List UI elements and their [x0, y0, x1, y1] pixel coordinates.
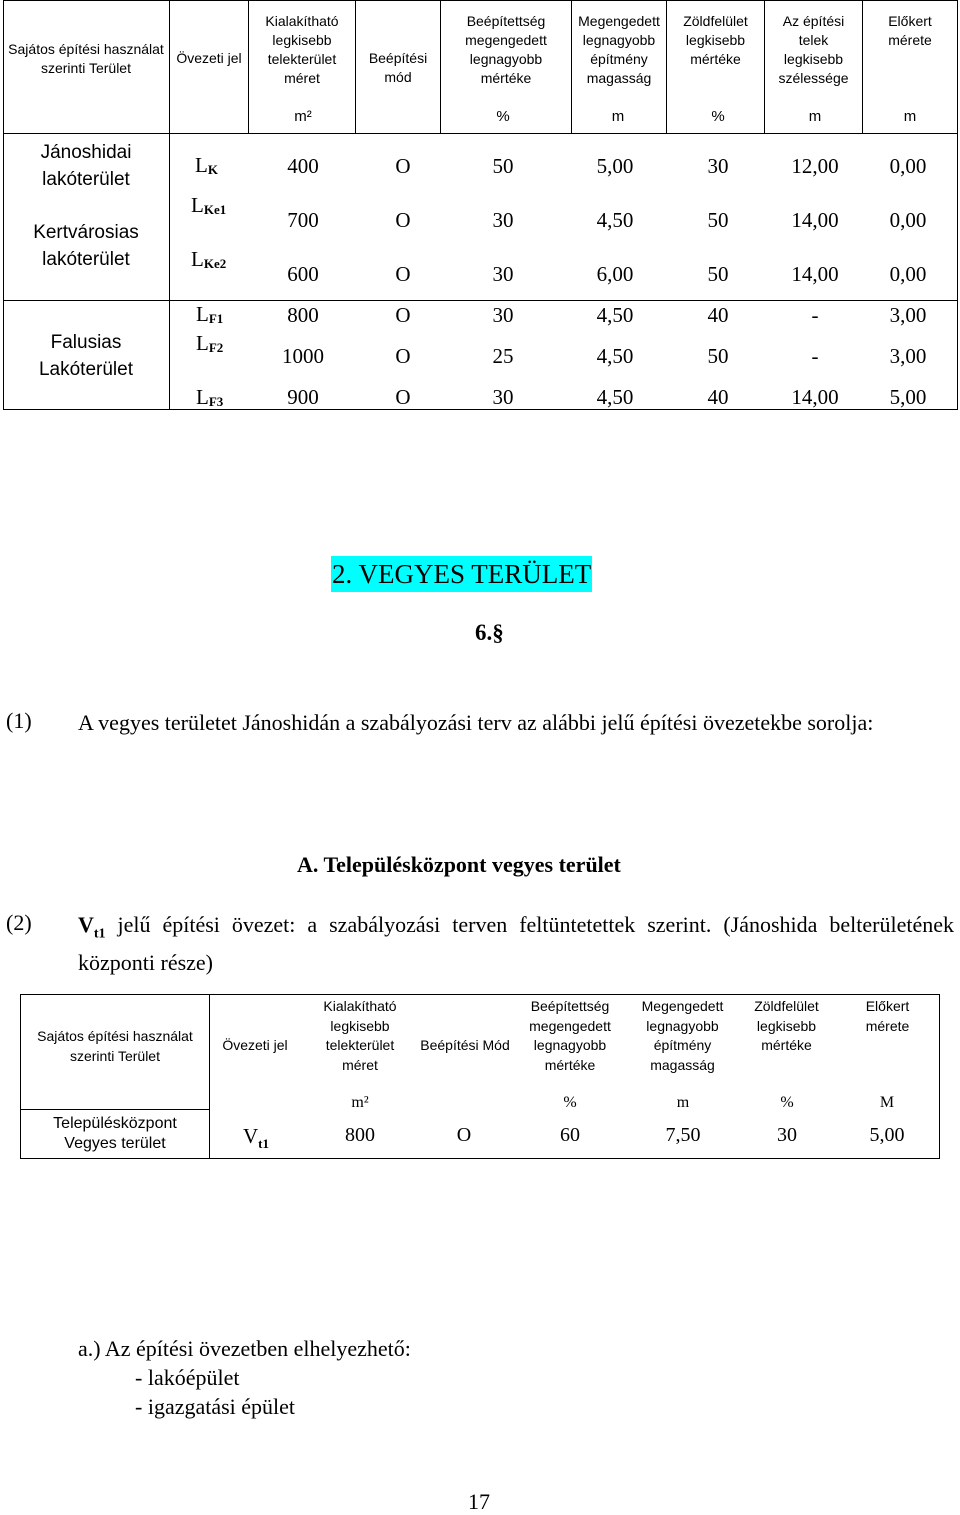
header-building-mode: Beépítési Mód: [420, 1037, 510, 1053]
unit: m: [611, 108, 625, 125]
header-max-coverage: Beépítettség megengedett legnagyobb mértéke: [529, 998, 611, 1073]
zone-code: $V_{t1}$: [243, 1124, 270, 1152]
unit: M: [879, 1094, 895, 1111]
cell: 14,00: [791, 262, 839, 286]
cell: 40: [707, 385, 729, 409]
cell: 30: [707, 154, 729, 178]
list-intro: a.) Az építési övezetben elhelyezhető:: [78, 1336, 411, 1361]
header-zone-code: Övezeti jel: [222, 1037, 288, 1053]
header-land-use: Sajátos építési használat szerinti Terület: [8, 41, 164, 76]
cell: 7,50: [665, 1124, 701, 1146]
zoning-table-mixed: [20, 994, 940, 1159]
unit: m²: [294, 108, 312, 125]
cell: 0,00: [889, 262, 927, 286]
zone-janoshida: Jánoshidai lakóterület: [40, 142, 132, 190]
cell: O: [395, 262, 411, 286]
zone-code: $L_{F2}$: [196, 331, 224, 355]
cell: 6,00: [596, 262, 634, 286]
header-min-plot-area: Kialakítható legkisebb telekterület méret: [265, 13, 339, 86]
cell: 50: [492, 154, 514, 178]
header-zone-code: Övezeti jel: [176, 50, 242, 66]
header-min-plot-width: Az építési telek legkisebb szélessége: [778, 13, 849, 86]
cell: 4,50: [596, 344, 634, 368]
subsection-heading: A. Településközpont vegyes terület: [297, 852, 621, 877]
cell: O: [395, 154, 411, 178]
paragraph-number: 6.§: [475, 620, 504, 645]
zone-code: $L_{Ke1}$: [191, 193, 227, 217]
page-number: 17: [468, 1489, 490, 1514]
cell: 400: [287, 154, 319, 178]
cell: O: [456, 1124, 472, 1146]
header-building-mode: Beépítési mód: [368, 50, 428, 85]
unit: %: [563, 1094, 577, 1111]
cell: 5,00: [869, 1124, 905, 1146]
header-max-height: Megengedett legnagyobb építmény magasság: [641, 998, 724, 1073]
cell: -: [811, 344, 819, 368]
zoning-table-residential: [3, 0, 958, 410]
header-front-garden: Előkert mérete: [865, 998, 910, 1034]
cell: 50: [707, 344, 729, 368]
header-max-coverage: Beépítettség megengedett legnagyobb mértéke: [465, 13, 547, 86]
cell: 5,00: [889, 385, 927, 409]
cell: 14,00: [791, 385, 839, 409]
cell: 50: [707, 262, 729, 286]
cell: 1000: [282, 344, 324, 368]
section-title: 2. VEGYES TERÜLET: [331, 556, 592, 592]
header-min-green-area: Zöldfelület legkisebb mértéke: [683, 13, 748, 67]
unit: %: [711, 108, 725, 125]
cell: 14,00: [791, 208, 839, 232]
cell: 12,00: [791, 154, 839, 178]
clause-number: (1): [6, 708, 32, 733]
clause-text: $V_{t1}$ jelű építési övezet: a szabályozási terven feltüntetettek szerint. (Jánoshida belterületének központi része): [78, 912, 954, 976]
cell: 50: [707, 208, 729, 232]
zone-code: $L_{F1}$: [196, 302, 224, 326]
cell: 3,00: [889, 303, 927, 327]
zone-code: $L_{Ke2}$: [191, 247, 227, 271]
cell: 900: [287, 385, 319, 409]
unit: %: [496, 108, 510, 125]
cell: 0,00: [889, 154, 927, 178]
unit: %: [780, 1094, 794, 1111]
unit: m: [676, 1094, 690, 1111]
cell: 25: [492, 344, 514, 368]
cell: O: [395, 344, 411, 368]
cell: 30: [492, 385, 514, 409]
zone-code: $L_K$: [195, 153, 218, 177]
header-land-use: Sajátos építési használat szerinti Terület: [37, 1028, 193, 1064]
unit: m²: [351, 1094, 369, 1111]
header-min-green-area: Zöldfelület legkisebb mértéke: [754, 998, 819, 1053]
header-max-height: Megengedett legnagyobb építmény magasság: [578, 13, 660, 86]
cell: 4,50: [596, 385, 634, 409]
zone-falusias: Falusias Lakóterület: [38, 332, 133, 380]
cell: 3,00: [889, 344, 927, 368]
cell: 30: [492, 262, 514, 286]
cell: 800: [287, 303, 319, 327]
cell: O: [395, 385, 411, 409]
cell: 600: [287, 262, 319, 286]
cell: 30: [777, 1124, 797, 1146]
header-min-plot-area: Kialakítható legkisebb telekterület méret: [323, 998, 397, 1073]
clause-number: (2): [6, 910, 32, 935]
header-front-garden: Előkert mérete: [888, 13, 932, 48]
cell: -: [811, 303, 819, 327]
cell: 4,50: [596, 208, 634, 232]
list-item: - lakóépület: [135, 1365, 240, 1390]
cell: 4,50: [596, 303, 634, 327]
cell: 5,00: [596, 154, 634, 178]
cell: 30: [492, 208, 514, 232]
unit: m: [903, 108, 917, 125]
cell: 800: [345, 1124, 375, 1146]
cell: 40: [707, 303, 729, 327]
cell: O: [395, 303, 411, 327]
list-item: - igazgatási épület: [135, 1394, 296, 1419]
cell: 60: [560, 1124, 580, 1146]
cell: 30: [492, 303, 514, 327]
zone-code: $L_{F3}$: [196, 385, 224, 409]
cell: 700: [287, 208, 319, 232]
cell: O: [395, 208, 411, 232]
unit: m: [808, 108, 822, 125]
zone-label: Településközpont Vegyes terület: [53, 1115, 177, 1152]
zone-kertvarosias: Kertvárosias lakóterület: [33, 222, 139, 270]
cell: 0,00: [889, 208, 927, 232]
clause-text: A vegyes területet Jánoshidán a szabályozási terv az alábbi jelű építési övezetekbe sorolja:: [78, 710, 874, 735]
